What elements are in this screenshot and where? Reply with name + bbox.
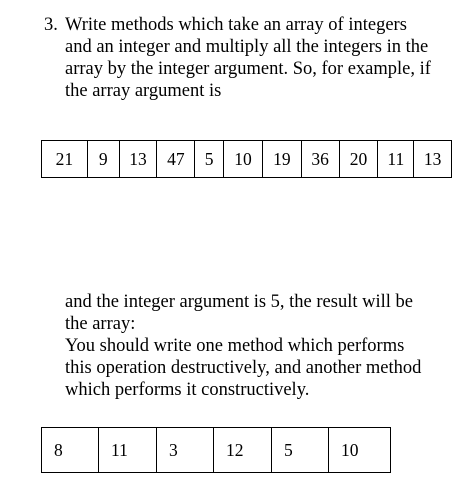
array-cell: 13: [120, 141, 158, 177]
paragraph-line: You should write one method which performs: [65, 336, 405, 356]
array-cell: 21: [42, 141, 88, 177]
array-cell: 10: [341, 439, 359, 460]
array-cell: 11: [378, 141, 414, 177]
question-line: Write methods which take an array of integers: [65, 15, 407, 35]
array-cell: 19: [263, 141, 302, 177]
array-cell: 5: [272, 428, 329, 472]
array-cell: 9: [88, 141, 120, 177]
paragraph-line: the array:: [65, 314, 136, 334]
question-line: and an integer and multiply all the integers in the: [65, 37, 429, 57]
array-cell: 47: [157, 141, 195, 177]
question-number: 3.: [44, 15, 58, 35]
question-line: the array argument is: [65, 81, 222, 101]
paragraph-line: which performs it constructively.: [65, 380, 310, 400]
array-cell: 11: [99, 428, 157, 472]
array-cell: 3: [157, 428, 214, 472]
array-cell: 36: [302, 141, 340, 177]
explanation-paragraph: [65, 291, 465, 401]
array-cell: 13: [423, 148, 442, 169]
input-array-table: [41, 140, 452, 178]
paragraph-line: this operation destructively, and another method: [65, 358, 422, 378]
array-cell: 10: [224, 141, 263, 177]
question-block: [44, 14, 456, 102]
question-line: array by the integer argument. So, for example, if: [65, 59, 431, 79]
output-array-table: [41, 427, 391, 473]
array-cell: 8: [42, 428, 99, 472]
question-text: [65, 14, 456, 102]
array-cell: 20: [340, 141, 379, 177]
array-cell: 5: [195, 141, 224, 177]
array-cell: 12: [214, 428, 272, 472]
paragraph-line: and the integer argument is 5, the result will be: [65, 292, 413, 312]
